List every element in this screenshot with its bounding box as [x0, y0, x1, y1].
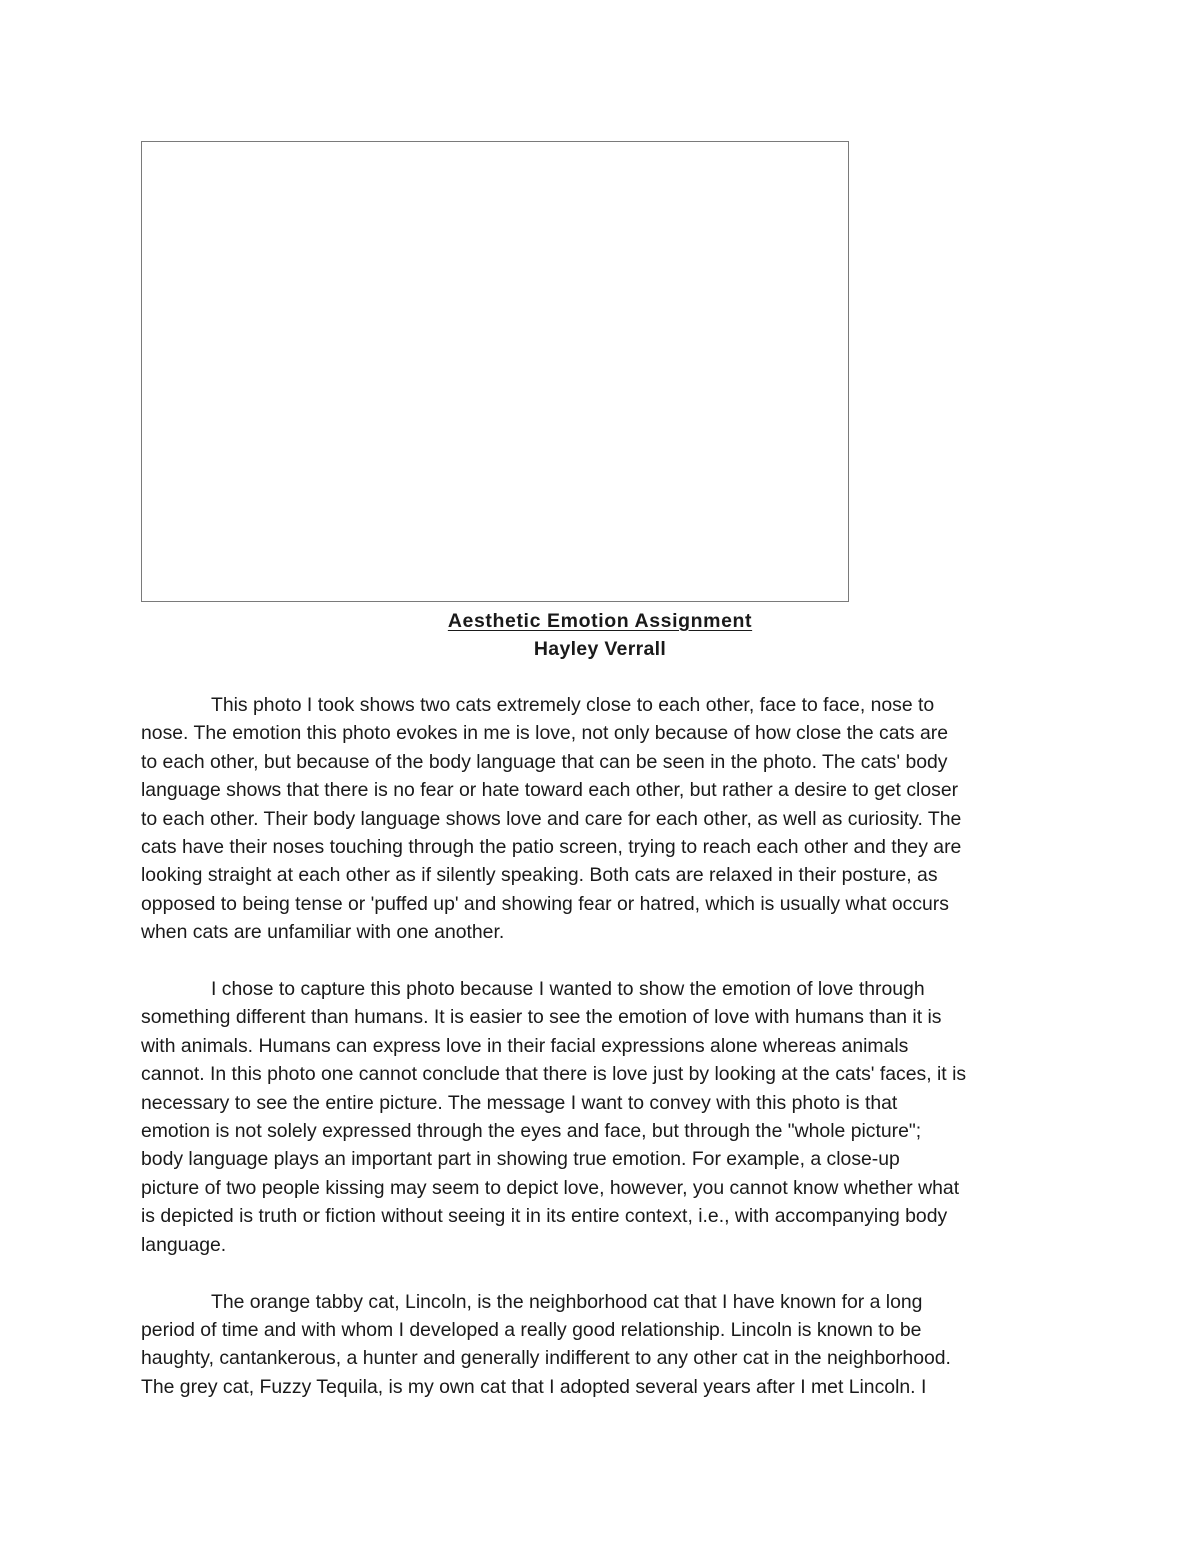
text-line: body language plays an important part in showing true emotion. For example, a close-up [141, 1148, 900, 1171]
text-line: This photo I took shows two cats extremely close to each other, face to face, nose to [211, 694, 935, 716]
photo-frame [141, 141, 849, 602]
document-title: Aesthetic Emotion Assignment [447, 610, 753, 632]
paragraph-1 [141, 691, 1071, 947]
text-line: when cats are unfamiliar with one another. [141, 921, 505, 944]
paragraph-3 [141, 1288, 1071, 1402]
text-line: looking straight at each other as if silently speaking. Both cats are relaxed in their posture, as [141, 864, 938, 887]
text-line: language shows that there is no fear or hate toward each other, but rather a desire to get closer [141, 779, 959, 802]
text-line: emotion is not solely expressed through the eyes and face, but through the "whole picture"; [141, 1120, 922, 1143]
text-line: something different than humans. It is easier to see the emotion of love with humans than it is [141, 1006, 942, 1029]
text-line: to each other. Their body language shows love and care for each other, as well as curiosity. The [141, 807, 962, 830]
text-line: nose. The emotion this photo evokes in me is love, not only because of how close the cats are [141, 722, 948, 745]
text-line: with animals. Humans can express love in their facial expressions alone whereas animals [141, 1034, 909, 1057]
text-line: is depicted is truth or fiction without seeing it in its entire context, i.e., with accompanying body [141, 1205, 948, 1228]
text-line: The orange tabby cat, Lincoln, is the neighborhood cat that I have known for a long [211, 1290, 923, 1313]
text-line: period of time and with whom I developed a really good relationship. Lincoln is known to be [141, 1318, 922, 1341]
text-line: picture of two people kissing may seem to depict love, however, you cannot know whether what [141, 1176, 960, 1199]
document-author: Hayley Verrall [533, 638, 667, 660]
text-line: cannot. In this photo one cannot conclude that there is love just by looking at the cats' faces, it is [141, 1063, 967, 1086]
text-line: haughty, cantankerous, a hunter and generally indifferent to any other cat in the neighborhood. [141, 1347, 951, 1370]
text-line: I chose to capture this photo because I wanted to show the emotion of love through [211, 978, 925, 1001]
paragraph-2 [141, 975, 1071, 1259]
text-line: cats have their noses touching through the patio screen, trying to reach each other and they are [141, 836, 962, 859]
text-line: necessary to see the entire picture. The message I want to convey with this photo is that [141, 1091, 898, 1114]
text-line: language. [141, 1233, 227, 1256]
text-line: to each other, but because of the body language that can be seen in the photo. The cats' body [141, 750, 948, 773]
text-line: The grey cat, Fuzzy Tequila, is my own cat that I adopted several years after I met Lincoln. I [141, 1375, 927, 1398]
text-line: opposed to being tense or 'puffed up' and showing fear or hatred, which is usually what occurs [141, 892, 949, 915]
body-text [141, 691, 1071, 1430]
